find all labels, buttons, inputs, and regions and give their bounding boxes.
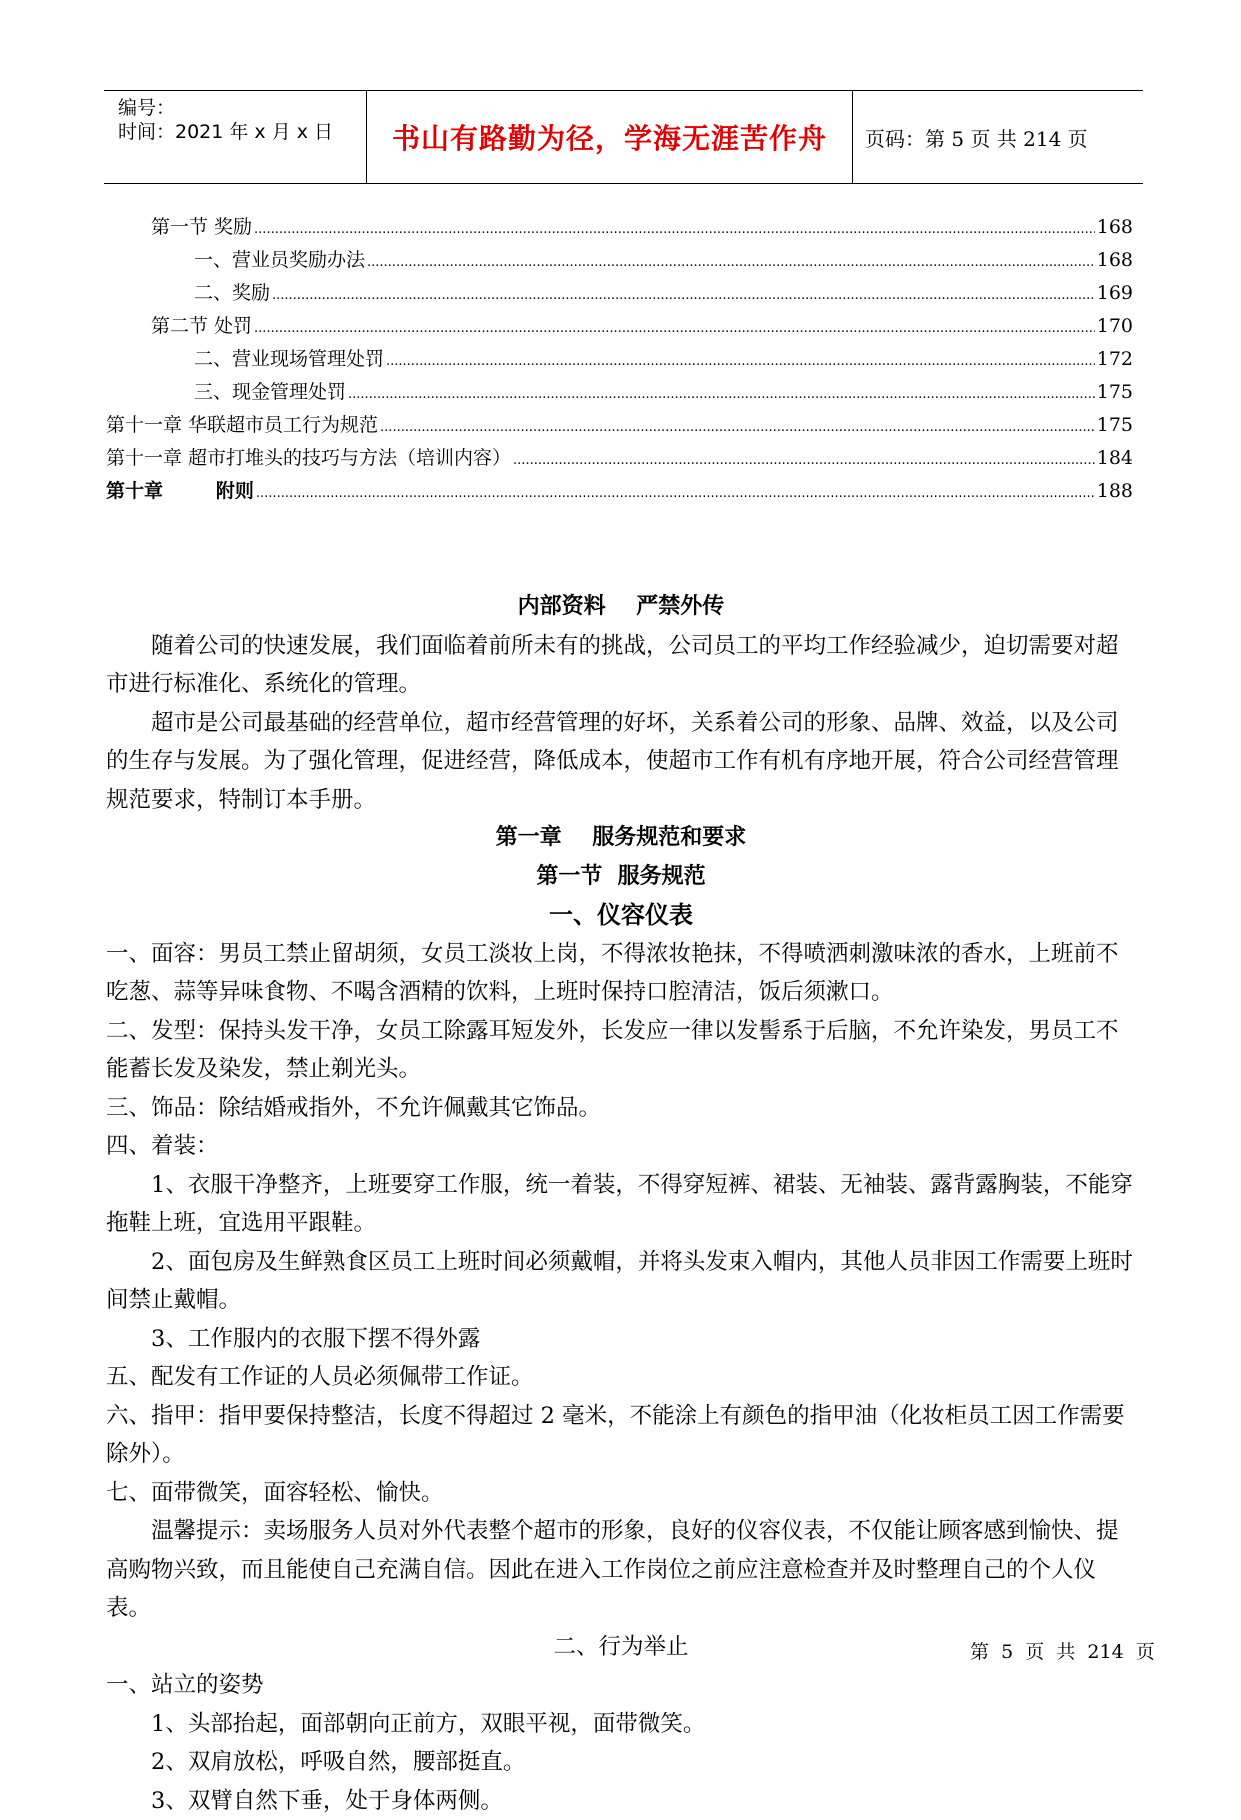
toc-entry-label: 第十章 附则 bbox=[106, 476, 256, 503]
toc-leader-dots bbox=[513, 453, 1095, 475]
header-page-cell bbox=[853, 91, 1143, 183]
toc-entry-page: 172 bbox=[1095, 348, 1133, 370]
document-body bbox=[106, 588, 1136, 1820]
rule-item-attire: 四、着装： bbox=[106, 1127, 1136, 1166]
toc-entry-label: 二、营业现场管理处罚 bbox=[194, 344, 386, 371]
toc-entry-page: 175 bbox=[1095, 414, 1133, 436]
attire-subitem-2: 2、面包房及生鲜熟食区员工上班时间必须戴帽，并将头发束入帽内，其他人员非因工作需要上班时间禁止戴帽。 bbox=[106, 1243, 1136, 1320]
table-of-contents bbox=[106, 212, 1133, 509]
chapter-title: 第一章 服务规范和要求 bbox=[106, 819, 1136, 858]
toc-leader-dots bbox=[380, 420, 1095, 442]
toc-entry[interactable] bbox=[106, 443, 1133, 476]
toc-entry[interactable] bbox=[106, 311, 1133, 344]
toc-leader-dots bbox=[386, 354, 1095, 376]
toc-entry-page: 169 bbox=[1095, 282, 1133, 304]
toc-entry[interactable] bbox=[106, 377, 1133, 410]
rule-item-badge: 五、配发有工作证的人员必须佩带工作证。 bbox=[106, 1358, 1136, 1397]
standing-posture-title: 一、站立的姿势 bbox=[106, 1666, 1136, 1705]
section-title: 第一节 服务规范 bbox=[106, 858, 1136, 897]
toc-entry-label: 二、奖励 bbox=[194, 278, 272, 305]
toc-leader-dots bbox=[367, 255, 1095, 277]
toc-leader-dots bbox=[254, 222, 1095, 244]
subsection-title: 一、仪容仪表 bbox=[106, 896, 1136, 935]
number-label: 编号： bbox=[118, 93, 175, 120]
toc-entry[interactable] bbox=[106, 344, 1133, 377]
rule-item-accessories: 三、饰品：除结婚戒指外，不允许佩戴其它饰品。 bbox=[106, 1089, 1136, 1128]
warm-tip-paragraph: 温馨提示：卖场服务人员对外代表整个超市的形象，良好的仪容仪表，不仅能让顾客感到愉快、提高购物兴致，而且能使自己充满自信。因此在进入工作岗位之前应注意检查并及时整理自己的个人仪表。 bbox=[106, 1512, 1136, 1628]
toc-entry[interactable] bbox=[106, 278, 1133, 311]
toc-entry-page: 184 bbox=[1095, 447, 1133, 469]
standing-item-3: 3、双臂自然下垂，处于身体两侧。 bbox=[106, 1782, 1136, 1820]
rule-item-hair: 二、发型：保持头发干净，女员工除露耳短发外，长发应一律以发髻系于后脑，不允许染发，男员工不能蓄长发及染发，禁止剃光头。 bbox=[106, 1012, 1136, 1089]
toc-entry-label: 第一节 奖励 bbox=[151, 212, 254, 239]
toc-entry[interactable] bbox=[106, 245, 1133, 278]
page-footer: 第 5 页 共 214 页 bbox=[970, 1637, 1155, 1664]
behavior-title: 二、行为举止 bbox=[106, 1628, 1136, 1667]
rule-item-nails: 六、指甲：指甲要保持整洁，长度不得超过 2 毫米，不能涂上有颜色的指甲油（化妆柜员工因工作需要除外）。 bbox=[106, 1397, 1136, 1474]
toc-leader-dots bbox=[256, 486, 1095, 508]
time-label: 时间：2021 年 x 月 x 日 bbox=[118, 117, 333, 144]
toc-entry-label: 第十一章 超市打堆头的技巧与方法（培训内容） bbox=[106, 443, 513, 470]
toc-entry-label: 第十一章 华联超市员工行为规范 bbox=[106, 410, 380, 437]
toc-entry-page: 170 bbox=[1095, 315, 1133, 337]
toc-leader-dots bbox=[254, 321, 1095, 343]
header-motto-cell bbox=[367, 91, 853, 183]
attire-subitem-1: 1、衣服干净整齐，上班要穿工作服，统一着装，不得穿短裤、裙装、无袖装、露背露胸装，不能穿拖鞋上班，宜选用平跟鞋。 bbox=[106, 1166, 1136, 1243]
header-meta-cell bbox=[104, 91, 367, 183]
standing-item-1: 1、头部抬起，面部朝向正前方，双眼平视，面带微笑。 bbox=[106, 1705, 1136, 1744]
document-header bbox=[104, 90, 1143, 184]
toc-leader-dots bbox=[348, 387, 1095, 409]
standing-item-2: 2、双肩放松，呼吸自然，腰部挺直。 bbox=[106, 1743, 1136, 1782]
toc-entry-label: 第二节 处罚 bbox=[151, 311, 254, 338]
rule-item-smile: 七、面带微笑，面容轻松、愉快。 bbox=[106, 1474, 1136, 1513]
toc-entry-label: 三、现金管理处罚 bbox=[194, 377, 348, 404]
header-page-info: 页码：第 5 页 共 214 页 bbox=[865, 123, 1088, 152]
toc-entry-page: 168 bbox=[1095, 249, 1133, 271]
toc-entry[interactable] bbox=[106, 476, 1133, 509]
intro-paragraph-1: 随着公司的快速发展，我们面临着前所未有的挑战，公司员工的平均工作经验减少，迫切需要对超市进行标准化、系统化的管理。 bbox=[106, 627, 1136, 704]
motto-text: 书山有路勤为径，学海无涯苦作舟 bbox=[392, 117, 827, 157]
toc-entry-page: 175 bbox=[1095, 381, 1133, 403]
toc-entry-page: 188 bbox=[1095, 480, 1133, 502]
rule-item-face: 一、面容：男员工禁止留胡须，女员工淡妆上岗，不得浓妆艳抹，不得喷洒刺激味浓的香水，上班前不吃葱、蒜等异味食物、不喝含酒精的饮料，上班时保持口腔清洁，饭后须漱口。 bbox=[106, 935, 1136, 1012]
toc-entry[interactable] bbox=[106, 212, 1133, 245]
attire-subitem-3: 3、工作服内的衣服下摆不得外露 bbox=[106, 1320, 1136, 1359]
toc-leader-dots bbox=[272, 288, 1095, 310]
confidential-notice: 内部资料 严禁外传 bbox=[106, 588, 1136, 627]
toc-entry[interactable] bbox=[106, 410, 1133, 443]
toc-entry-label: 一、营业员奖励办法 bbox=[194, 245, 367, 272]
toc-entry-page: 168 bbox=[1095, 216, 1133, 238]
intro-paragraph-2: 超市是公司最基础的经营单位，超市经营管理的好坏，关系着公司的形象、品牌、效益，以及公司的生存与发展。为了强化管理，促进经营，降低成本，使超市工作有机有序地开展，符合公司经营管理规范要求，特制订本手册。 bbox=[106, 704, 1136, 820]
